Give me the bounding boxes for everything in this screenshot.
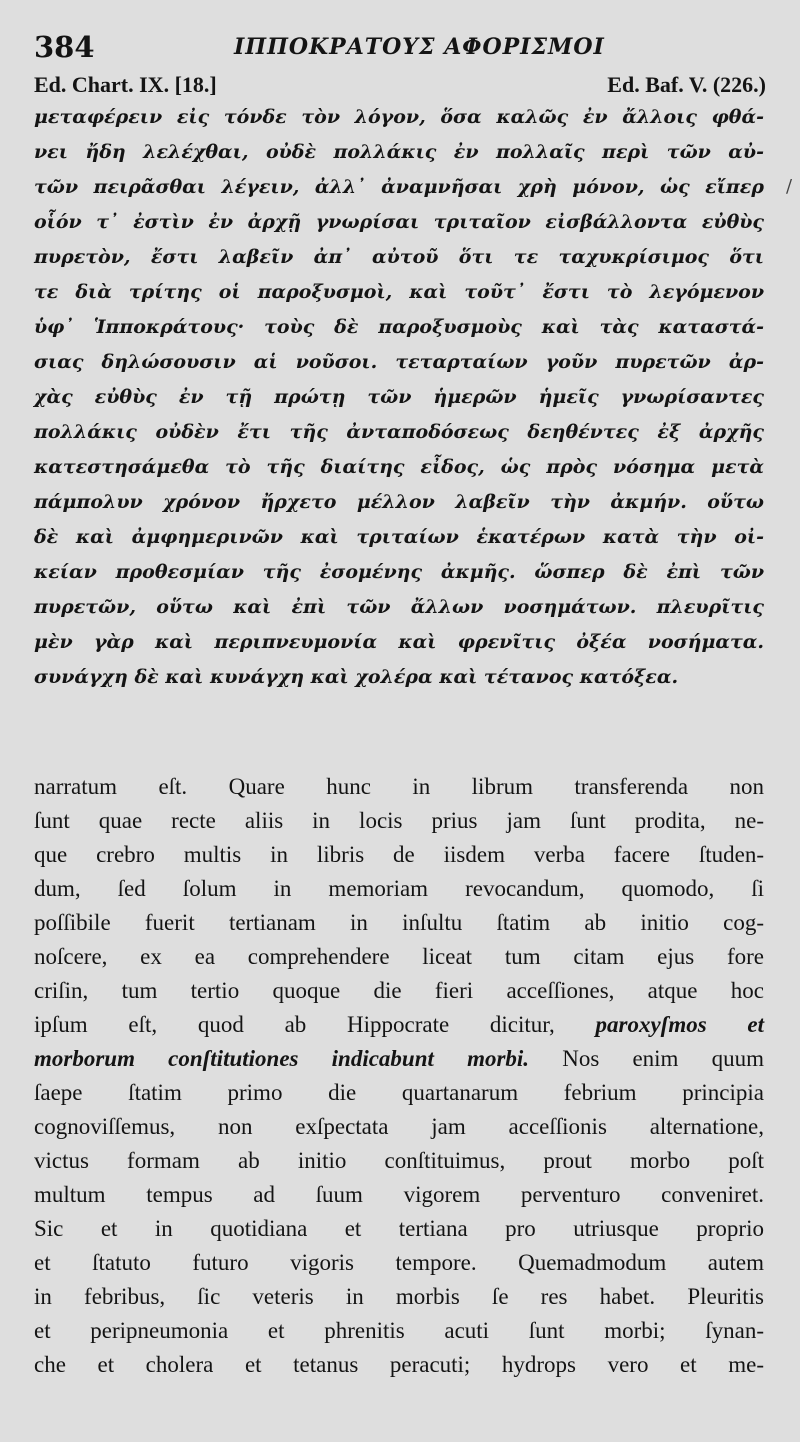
latin-line xyxy=(34,1280,764,1314)
latin-line xyxy=(34,1246,764,1280)
latin-span: criſin, tum tertio quoque die fieri acceſſiones, atque hoc xyxy=(34,978,764,1003)
latin-line xyxy=(34,1042,764,1076)
latin-span: et peripneumonia et phrenitis acuti ſunt morbi; ſynan- xyxy=(34,1318,764,1343)
latin-line xyxy=(34,770,764,804)
greek-line: πολλάκις οὐδὲν ἔτι τῆς ἀνταποδόσεως δεηθέντες ἐξ ἀρχῆς xyxy=(34,421,764,443)
edition-basel-ref: Ed. Baf. V. (226.) xyxy=(607,72,766,97)
latin-span: che et cholera et tetanus peracuti; hydrops vero et me- xyxy=(34,1352,764,1377)
page-number: 384 xyxy=(34,30,95,64)
edition-references xyxy=(34,72,766,102)
latin-line xyxy=(34,906,764,940)
latin-line xyxy=(34,974,764,1008)
margin-mark: / xyxy=(786,176,793,197)
latin-italic-span: paroxyſmos et xyxy=(595,1012,764,1037)
latin-span: narratum eſt. Quare hunc in librum transferenda non xyxy=(34,774,764,799)
latin-line xyxy=(34,940,764,974)
latin-span: que crebro multis in libris de iisdem verba facere ſtuden- xyxy=(34,842,764,867)
greek-line: κατεστησάμεθα τὸ τῆς διαίτης εἶδος, ὡς πρὸς νόσημα μετὰ xyxy=(34,456,764,478)
latin-line xyxy=(34,1008,764,1042)
latin-line xyxy=(34,1144,764,1178)
latin-span: Nos enim quum xyxy=(529,1046,764,1071)
greek-text-block xyxy=(34,100,764,695)
latin-span: ſaepe ſtatim primo die quartanarum febrium principia xyxy=(34,1080,764,1105)
greek-line: νει ἤδη λελέχθαι, οὐδὲ πολλάκις ἐν πολλαῖς περὶ τῶν αὐ- xyxy=(34,141,764,163)
page-header xyxy=(34,30,774,64)
greek-line: τε διὰ τρίτης οἱ παροξυσμοὶ, καὶ τοῦτ᾿ ἔστι τὸ λεγόμενον xyxy=(34,281,764,303)
latin-span: multum tempus ad ſuum vigorem perventuro conveniret. xyxy=(34,1182,764,1207)
latin-span: cognoviſſemus, non exſpectata jam acceſſionis alternatione, xyxy=(34,1114,764,1139)
latin-line xyxy=(34,1314,764,1348)
latin-span: victus formam ab initio conſtituimus, prout morbo poſt xyxy=(34,1148,764,1173)
latin-line xyxy=(34,1178,764,1212)
edition-chart-ref: Ed. Chart. IX. [18.] xyxy=(34,72,217,97)
greek-line: κείαν προθεσμίαν τῆς ἐσομένης ἀκμῆς. ὥσπερ δὲ ἐπὶ τῶν xyxy=(34,561,764,583)
latin-line xyxy=(34,1348,764,1382)
latin-span: poſſibile fuerit tertianam in inſultu ſtatim ab initio cog- xyxy=(34,910,764,935)
latin-line xyxy=(34,1076,764,1110)
greek-line: μὲν γὰρ καὶ περιπνευμονία καὶ φρενῖτις ὀξέα νοσήματα. xyxy=(34,631,764,653)
latin-italic-span: morborum conſtitutiones indicabunt morbi. xyxy=(34,1046,530,1071)
latin-span: dum, ſed ſolum in memoriam revocandum, quomodo, ſi xyxy=(34,876,764,901)
latin-span: Sic et in quotidiana et tertiana pro utriusque proprio xyxy=(34,1216,764,1241)
greek-line: μεταφέρειν εἰς τόνδε τὸν λόγον, ὅσα καλῶς ἐν ἄλλοις φθά- xyxy=(34,106,764,128)
latin-line xyxy=(34,872,764,906)
latin-span: et ſtatuto futuro vigoris tempore. Quemadmodum autem xyxy=(34,1250,764,1275)
greek-line: χὰς εὐθὺς ἐν τῇ πρώτῃ τῶν ἡμερῶν ἡμεῖς γνωρίσαντες xyxy=(34,386,764,408)
latin-span: ipſum eſt, quod ab Hippocrate dicitur, xyxy=(34,1012,596,1037)
greek-line: σιας δηλώσουσιν αἱ νοῦσοι. τεταρταίων γοῦν πυρετῶν ἀρ- xyxy=(34,351,764,373)
greek-line: συνάγχη δὲ καὶ κυνάγχη καὶ χολέρα καὶ τέτανος κατόξεα. xyxy=(34,666,679,688)
latin-span: ſunt quae recte aliis in locis prius jam ſunt prodita, ne- xyxy=(34,808,764,833)
greek-line: πυρετὸν, ἔστι λαβεῖν ἀπ᾿ αὐτοῦ ὅτι τε ταχυκρίσιμος ὅτι xyxy=(34,246,764,268)
greek-line: οἷόν τ᾿ ἐστὶν ἐν ἀρχῇ γνωρίσαι τριταῖον εἰσβάλλοντα εὐθὺς xyxy=(34,211,764,233)
latin-span: in febribus, ſic veteris in morbis ſe res habet. Pleuritis xyxy=(34,1284,764,1309)
greek-line: δὲ καὶ ἀμφημερινῶν καὶ τριταίων ἑκατέρων κατὰ τὴν οἰ- xyxy=(34,526,764,548)
latin-text-block xyxy=(34,770,764,1382)
greek-line: πάμπολυν χρόνον ἤρχετο μέλλον λαβεῖν τὴν ἀκμήν. οὕτω xyxy=(34,491,764,513)
latin-line xyxy=(34,1110,764,1144)
greek-line: ὑφ᾿ Ἱπποκράτους· τοὺς δὲ παροξυσμοὺς καὶ τὰς καταστά- xyxy=(34,316,764,338)
latin-line xyxy=(34,1212,764,1246)
greek-line: τῶν πειρᾶσθαι λέγειν, ἀλλ᾿ ἀναμνῆσαι χρὴ μόνον, ὡς εἴπερ xyxy=(34,176,764,198)
greek-line: πυρετῶν, οὕτω καὶ ἐπὶ τῶν ἄλλων νοσημάτων. πλευρῖτις xyxy=(34,596,764,618)
latin-line xyxy=(34,838,764,872)
latin-span: noſcere, ex ea comprehendere liceat tum citam ejus fore xyxy=(34,944,764,969)
running-title: ΙΠΠΟΚΡΑΤΟΥΣ ΑΦΟΡΙΣΜΟΙ xyxy=(234,34,605,60)
latin-line xyxy=(34,804,764,838)
